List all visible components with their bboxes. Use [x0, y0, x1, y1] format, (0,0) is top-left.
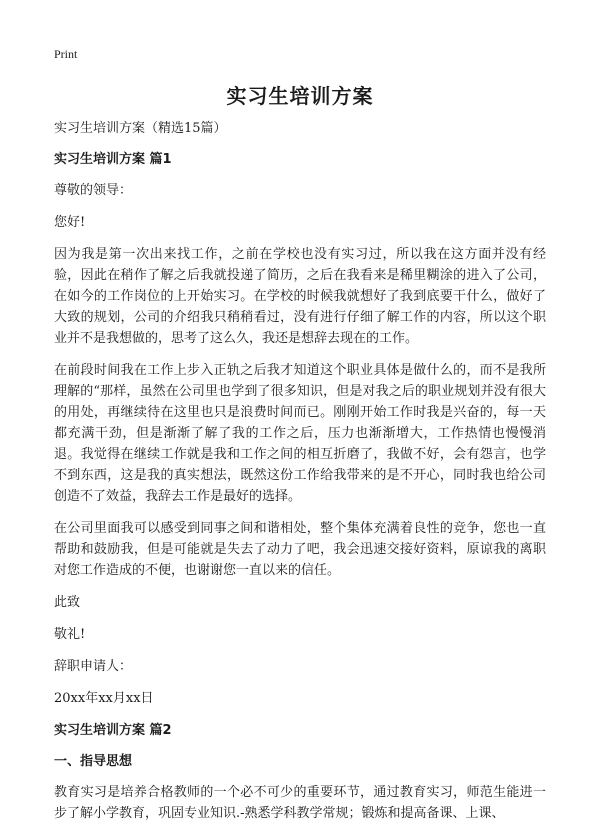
date-line: 20xx年xx月xx日 [54, 691, 154, 706]
document-body [54, 118, 546, 828]
paragraph-2: 在前段时间我在工作上步入正轨之后我才知道这个职业具体是做什么的，而不是我所理解的“那样，虽然在公司里也学到了很多知识，但是对我之后的职业规划并没有很大的用处，再继续待在这里也只是浪费时间而已。刚刚开始工作时我是兴奋的，每一天都充满干劲，但是渐渐了解了我的工作之后，压力也渐渐增大，工作热情也慢慢消退。我觉得在继续工作就是我和工作之间的相互折磨了，我做不好，会有怨言，也学不到东西，这是我的真实想法，既然这份工作给我带来的是不开心，同时我也给公司创造不了效益，我辞去工作是最好的选择。 [54, 363, 546, 504]
section-1-heading: 实习生培训方案 篇1 [54, 152, 172, 167]
salutation: 尊敬的领导： [54, 183, 133, 198]
greeting: 您好! [54, 215, 86, 230]
document-subtitle: 实习生培训方案（精选15篇） [54, 121, 227, 136]
print-link[interactable]: Print [54, 47, 78, 61]
document-title: 实习生培训方案 [226, 84, 374, 108]
signer-label: 辞职申请人： [54, 659, 133, 674]
paragraph-3: 在公司里面我可以感受到同事之间和谐相处，整个集体充满着良性的竞争，您也一直帮助和鼓励我，但是可能就是失去了动力了吧，我会迅速交接好资料，原谅我的离职对您工作造成的不便，也谢谢您一直以来的信任。 [54, 521, 546, 578]
closing-line-1: 此致 [54, 595, 81, 610]
closing-line-2: 敬礼! [54, 627, 86, 642]
section-2-subheading: 一、指导思想 [54, 754, 133, 769]
section-2-paragraph: 教育实习是培养合格教师的一个必不可少的重要环节，通过教育实习，师范生能进一步了解小学教育，巩固专业知识.-熟悉学科教学常规；锻炼和提高备课、上课、 [54, 785, 546, 821]
section-2-heading: 实习生培训方案 篇2 [54, 723, 172, 738]
paragraph-1: 因为我是第一次出来找工作，之前在学校也没有实习过，所以我在这方面并没有经验，因此在稍作了解之后我就投递了简历，之后在我看来是稀里糊涂的进入了公司，在如今的工作岗位的上开始实习。在学校的时候我就想好了我到底要干什么，做好了大致的规划，公司的介绍我只稍稍看过，没有进行仔细了解工作的内容，所以这个职业并不是我想做的，思考了这么久，我还是想辞去现在的工作。 [54, 247, 546, 346]
